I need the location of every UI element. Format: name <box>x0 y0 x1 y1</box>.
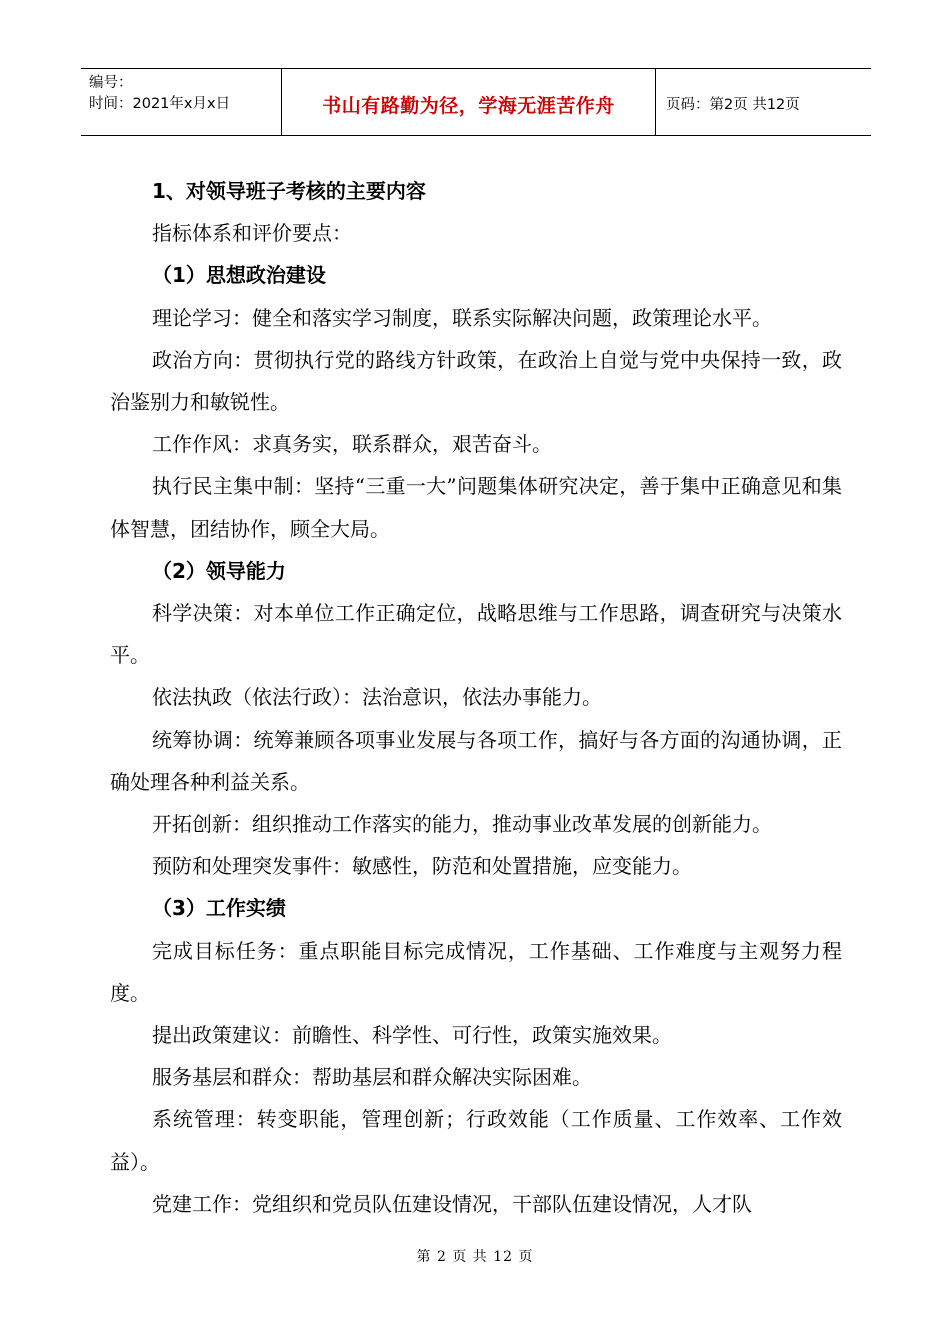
paragraph: 党建工作：党组织和党员队伍建设情况，干部队伍建设情况，人才队 <box>152 1191 752 1216</box>
paragraph: 科学决策：对本单位工作正确定位，战略思维与工作思路，调查研究与决策水平。 <box>110 600 842 668</box>
paragraph: 系统管理：转变职能，管理创新；行政效能（工作质量、工作效率、工作效益）。 <box>110 1107 842 1174</box>
section-title: 1、对领导班子考核的主要内容 <box>152 179 426 203</box>
paragraph: 完成目标任务：重点职能目标完成情况，工作基础、工作难度与主观努力程度。 <box>110 938 842 1005</box>
header-meta <box>81 69 282 135</box>
header-slogan: 书山有路勤为径，学海无涯苦作舟 <box>322 94 615 117</box>
document-number-label: 编号： <box>89 75 133 91</box>
paragraph: 提出政策建议：前瞻性、科学性、可行性，政策实施效果。 <box>152 1022 672 1047</box>
paragraph: 开拓创新：组织推动工作落实的能力，推动事业改革发展的创新能力。 <box>152 811 772 836</box>
intro-text: 指标体系和评价要点： <box>152 221 352 246</box>
paragraph: 服务基层和群众：帮助基层和群众解决实际困难。 <box>152 1065 592 1090</box>
document-date-label: 时间：2021年x月x日 <box>89 96 231 112</box>
document-header <box>81 68 871 136</box>
header-page-code: 页码：第2页 共12页 <box>666 96 800 113</box>
paragraph: 工作作风：求真务实，联系群众，艰苦奋斗。 <box>152 432 552 457</box>
section-heading-1: （1）思想政治建设 <box>152 263 326 288</box>
paragraph: 理论学习：健全和落实学习制度，联系实际解决问题，政策理论水平。 <box>152 305 772 330</box>
page-footer: 第 2 页 共 12 页 <box>416 1249 534 1265</box>
paragraph: 执行民主集中制：坚持“三重一大”问题集体研究决定，善于集中正确意见和集体智慧，团结协作，顾全大局。 <box>110 474 842 541</box>
header-slogan-cell <box>282 69 656 135</box>
document-body <box>110 170 842 1225</box>
paragraph: 统筹协调：统筹兼顾各项事业发展与各项工作，搞好与各方面的沟通协调，正确处理各种利益关系。 <box>110 727 842 794</box>
section-heading-3: （3）工作实绩 <box>152 896 286 921</box>
paragraph: 依法执政（依法行政）：法治意识，依法办事能力。 <box>152 685 602 710</box>
paragraph: 预防和处理突发事件：敏感性，防范和处置措施，应变能力。 <box>152 854 692 879</box>
paragraph: 政治方向：贯彻执行党的路线方针政策，在政治上自觉与党中央保持一致，政治鉴别力和敏锐性。 <box>110 347 842 414</box>
section-heading-2: （2）领导能力 <box>152 558 286 583</box>
